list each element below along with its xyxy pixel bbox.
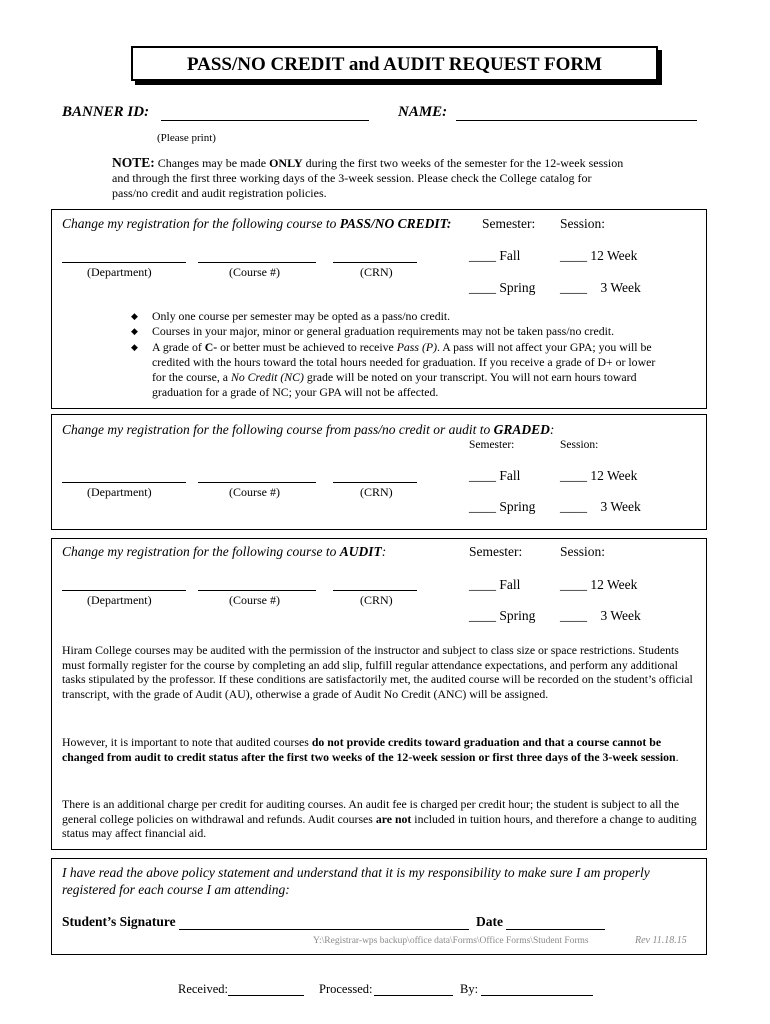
received-field[interactable] — [228, 995, 304, 996]
acknowledgement-line-1: I have read the above policy statement and understand that it is my responsibility to make sure I am properly — [62, 865, 650, 880]
bullet-diamond-icon: ◆ — [131, 311, 138, 321]
graded-fall-option[interactable]: ____ Fall — [469, 468, 521, 483]
processed-label: Processed: — [319, 982, 373, 996]
note-label: NOTE: — [112, 155, 155, 170]
pass-fall-option[interactable]: ____ Fall — [469, 248, 521, 263]
graded-department-caption: (Department) — [87, 485, 152, 499]
audit-policy-paragraph: Hiram College courses may be audited with the permission of the instructor and subject to class size or space restrictions. Students must formally register for the course by completing an add slip, fulfill regular attendance expectations, and perform any additional tasks stipulated by the professor. If these conditions are satisfactorily met, the audited course will be recorded on the student’s official transcript, with the grade of Audit (AU), otherwise a grade of Audit No Credit (ANC) will be assigned. — [62, 643, 693, 701]
date-field[interactable] — [506, 929, 605, 930]
graded-course-field[interactable] — [198, 482, 316, 483]
audit-department-caption: (Department) — [87, 593, 152, 607]
graded-crn-caption: (CRN) — [360, 485, 393, 499]
pass-rule-3-line-1: A grade of C- or better must be achieved to receive Pass (P). A pass will not affect your GPA; you will be — [152, 340, 652, 354]
received-label: Received: — [178, 982, 228, 996]
date-label: Date — [476, 914, 503, 929]
audit-semester-label: Semester: — [469, 544, 523, 559]
pass-department-field[interactable] — [62, 262, 186, 263]
by-field[interactable] — [481, 995, 593, 996]
audit-fall-option[interactable]: ____ Fall — [469, 577, 521, 592]
processed-field[interactable] — [374, 995, 453, 996]
audit-credit-paragraph: However, it is important to note that audited courses do not provide credits toward graduation and that a course cannot be changed from audit to credit status after the first two weeks of the 12-week session or first three days of the 3-week session. — [62, 735, 679, 764]
audit-crn-caption: (CRN) — [360, 593, 393, 607]
pass-rule-1: Only one course per semester may be opted as a pass/no credit. — [152, 309, 451, 323]
by-label: By: — [460, 982, 479, 996]
audit-course-field[interactable] — [198, 590, 316, 591]
graded-department-field[interactable] — [62, 482, 186, 483]
form-title: PASS/NO CREDIT and AUDIT REQUEST FORM — [131, 46, 658, 81]
graded-section-heading: Change my registration for the following course from pass/no credit or audit to GRADED: — [62, 422, 555, 437]
pass-crn-caption: (CRN) — [360, 265, 393, 279]
banner-id-label: BANNER ID: — [62, 104, 150, 120]
audit-12-week-option[interactable]: ____ 12 Week — [560, 577, 638, 592]
graded-12-week-option[interactable]: ____ 12 Week — [560, 468, 638, 483]
audit-course-caption: (Course #) — [229, 593, 280, 607]
note-line-1: NOTE: Changes may be made ONLY during the first two weeks of the semester for the 12-week session — [112, 155, 624, 170]
pass-rule-3-line-3: for the course, a No Credit (NC) grade will be noted on your transcript. You will not earn hours toward — [152, 370, 637, 384]
pass-section-heading: Change my registration for the following course to PASS/NO CREDIT: — [62, 216, 452, 231]
graded-3-week-option[interactable]: ____ 3 Week — [560, 499, 641, 514]
pass-session-label: Session: — [560, 216, 606, 231]
bullet-diamond-icon: ◆ — [131, 326, 138, 336]
pass-rule-2: Courses in your major, minor or general graduation requirements may not be taken pass/no credit. — [152, 324, 615, 338]
pass-crn-field[interactable] — [333, 262, 417, 263]
graded-course-caption: (Course #) — [229, 485, 280, 499]
pass-rule-3-line-4: graduation for a grade of NC; your GPA will not be affected. — [152, 385, 439, 399]
signature-field[interactable] — [179, 929, 469, 930]
pass-course-field[interactable] — [198, 262, 316, 263]
pass-rule-3-line-2: credited with the hours toward the total hours needed for graduation. If you receive a grade of D+ or lower — [152, 355, 656, 369]
banner-id-field[interactable] — [161, 120, 369, 121]
name-field[interactable] — [456, 120, 697, 121]
audit-spring-option[interactable]: ____ Spring — [469, 608, 536, 623]
please-print-hint: (Please print) — [157, 132, 216, 144]
graded-crn-field[interactable] — [333, 482, 417, 483]
note-line-3: pass/no credit and audit registration policies. — [112, 186, 327, 200]
graded-semester-label: Semester: — [469, 439, 515, 451]
audit-session-label: Session: — [560, 544, 606, 559]
pass-semester-label: Semester: — [482, 216, 536, 231]
revision-note: Rev 11.18.15 — [635, 935, 687, 946]
audit-crn-field[interactable] — [333, 590, 417, 591]
pass-course-caption: (Course #) — [229, 265, 280, 279]
signature-label: Student’s Signature — [62, 914, 176, 929]
audit-department-field[interactable] — [62, 590, 186, 591]
audit-section-heading: Change my registration for the following course to AUDIT: — [62, 544, 387, 559]
pass-3-week-option[interactable]: ____ 3 Week — [560, 280, 641, 295]
pass-12-week-option[interactable]: ____ 12 Week — [560, 248, 638, 263]
file-path-note: Y:\Registrar-wps backup\office data\Forms\Office Forms\Student Forms — [313, 936, 589, 946]
pass-spring-option[interactable]: ____ Spring — [469, 280, 536, 295]
note-line-2: and through the first three working days of the 3-week session. Please check the College catalog for — [112, 171, 592, 185]
acknowledgement-line-2: registered for each course I am attending: — [62, 882, 290, 897]
graded-session-label: Session: — [560, 439, 599, 451]
pass-department-caption: (Department) — [87, 265, 152, 279]
name-label: NAME: — [398, 104, 448, 120]
graded-spring-option[interactable]: ____ Spring — [469, 499, 536, 514]
bullet-diamond-icon: ◆ — [131, 342, 138, 352]
audit-fee-paragraph: There is an additional charge per credit for auditing courses. An audit fee is charged per credit hour; the student is subject to all the general college policies on withdrawal and refunds. Audit courses are not included in tuition hours, and therefore a change to auditing status may affect financial aid. — [62, 797, 697, 841]
audit-3-week-option[interactable]: ____ 3 Week — [560, 608, 641, 623]
